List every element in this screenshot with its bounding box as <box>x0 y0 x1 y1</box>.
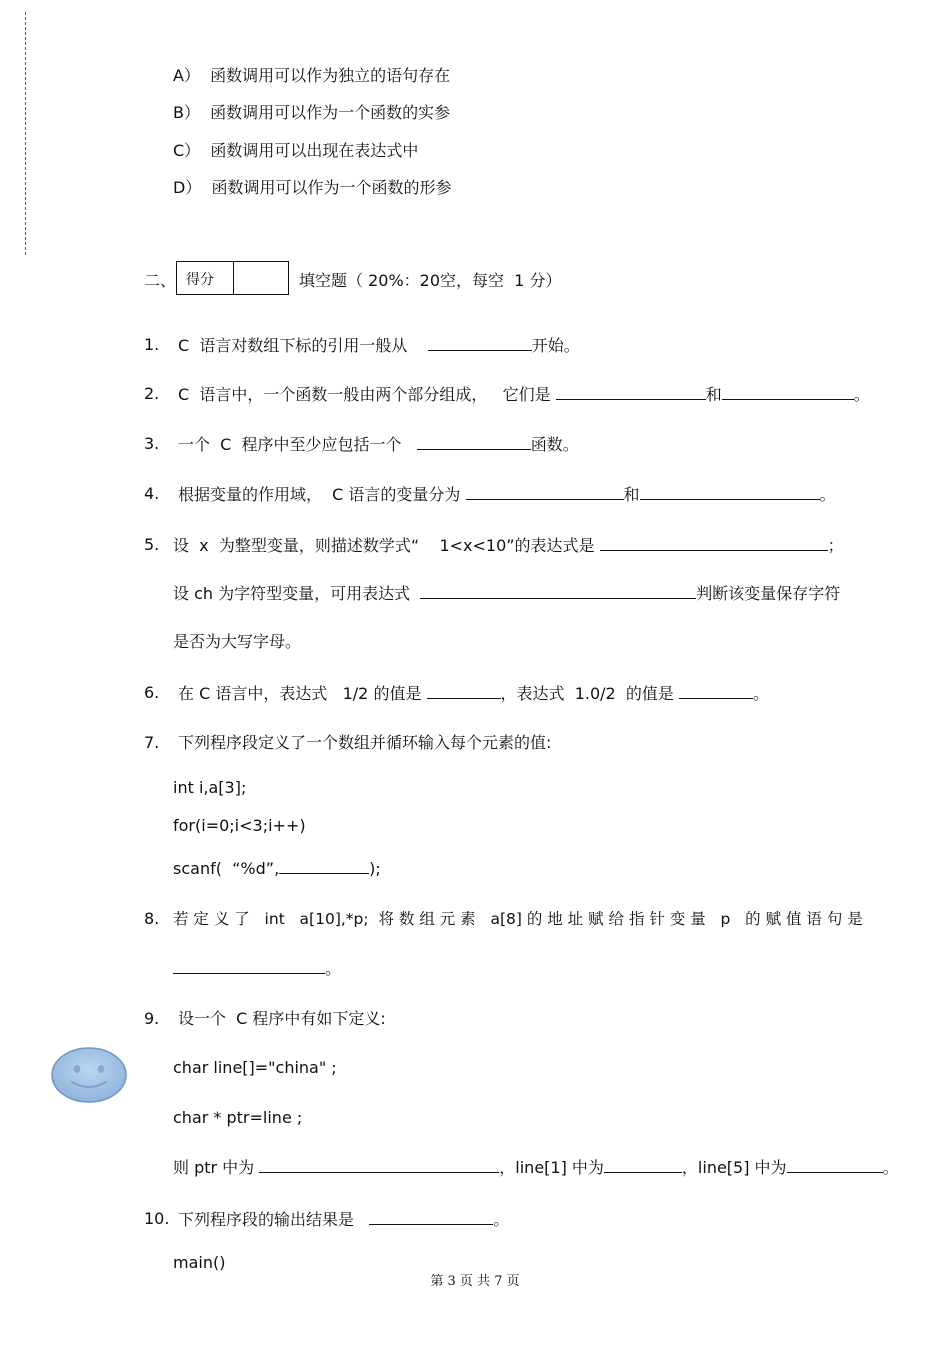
question-text: 设 x 为整型变量，则描述数学式“ 1<x<10”的表达式是 <box>173 536 595 555</box>
question-5-line-2 <box>173 583 840 604</box>
question-text: 判断该变量保存字符 <box>696 584 841 603</box>
question-8: 若 定 义 了 int a[10],*p; 将 数 组 元 素 a[8] 的 地 址 赋 给 指 针 变 量 p 的 赋 值 语 句 是 <box>173 910 863 928</box>
answer-blank[interactable] <box>173 958 325 974</box>
code-text: ); <box>369 859 381 878</box>
question-8-answer <box>173 958 341 979</box>
question-text: 。 <box>819 485 836 504</box>
question-number: 3. <box>144 434 160 453</box>
section-title: 填空题（ 20%：20空，每空 1 分） <box>299 271 562 290</box>
answer-blank[interactable] <box>428 335 532 351</box>
answer-blank[interactable] <box>640 484 820 500</box>
option-a <box>173 66 450 86</box>
question-text: ； <box>827 536 844 555</box>
score-label: 得分 <box>186 272 214 288</box>
question-text: ，line[5] 中为 <box>681 1158 787 1177</box>
code-line: char line[]="china" ; <box>173 1058 337 1077</box>
answer-blank[interactable] <box>466 484 624 500</box>
question-number: 4. <box>144 484 160 503</box>
smiley-face-icon <box>50 1047 130 1105</box>
question-1 <box>178 335 580 356</box>
answer-blank[interactable] <box>556 384 706 400</box>
option-text: 函数调用可以作为独立的语句存在 <box>210 66 451 85</box>
option-text: 函数调用可以作为一个函数的形参 <box>211 178 452 197</box>
code-line: main() <box>173 1253 226 1272</box>
score-box-divider <box>233 262 234 294</box>
code-text: scanf( “%d”, <box>173 859 280 878</box>
question-number: 1. <box>144 335 160 354</box>
option-letter: D） <box>173 178 202 197</box>
option-text: 函数调用可以出现在表达式中 <box>210 141 419 160</box>
question-7: 下列程序段定义了一个数组并循环输入每个元素的值: <box>178 733 552 752</box>
answer-blank[interactable] <box>427 683 501 699</box>
question-9-line-3 <box>173 1157 899 1178</box>
answer-blank[interactable] <box>787 1157 883 1173</box>
section-number: 二、 <box>144 271 177 290</box>
question-number: 10. <box>144 1209 170 1228</box>
answer-blank[interactable] <box>420 583 696 599</box>
question-text: 根据变量的作用域， C 语言的变量分为 <box>178 485 461 504</box>
answer-blank[interactable] <box>259 1157 499 1173</box>
score-box <box>176 261 289 295</box>
code-line: for(i=0;i<3;i++) <box>173 816 306 835</box>
question-text: 。 <box>325 959 342 978</box>
question-text: ，line[1] 中为 <box>499 1158 604 1177</box>
question-text: 。 <box>853 385 870 404</box>
question-text: 则 ptr 中为 <box>173 1158 255 1177</box>
option-b <box>173 103 450 123</box>
option-letter: A） <box>173 66 200 85</box>
question-text: 一个 C 程序中至少应包括一个 <box>178 435 402 454</box>
question-number: 7. <box>144 733 160 752</box>
answer-blank[interactable] <box>679 683 753 699</box>
question-number: 9. <box>144 1009 160 1028</box>
binding-margin-line <box>25 12 26 255</box>
answer-blank[interactable] <box>604 1157 682 1173</box>
answer-blank[interactable] <box>369 1209 493 1225</box>
question-5-line-3: 是否为大写字母。 <box>173 632 302 651</box>
question-text: 函数。 <box>530 435 579 454</box>
answer-blank[interactable] <box>722 384 854 400</box>
question-text: 下列程序段的输出结果是 <box>178 1210 355 1229</box>
option-d <box>173 178 452 198</box>
question-text: 在 C 语言中，表达式 1/2 的值是 <box>178 684 422 703</box>
question-text: 。 <box>882 1158 899 1177</box>
question-6 <box>178 683 769 704</box>
code-line: char * ptr=line ; <box>173 1108 303 1127</box>
code-line: int i,a[3]; <box>173 778 247 797</box>
question-text: 开始。 <box>531 336 580 355</box>
question-number: 2. <box>144 384 160 403</box>
question-text: 设 ch 为字符型变量，可用表达式 <box>173 584 411 603</box>
question-text: ，表达式 1.0/2 的值是 <box>500 684 674 703</box>
question-text: 和 <box>623 485 640 504</box>
question-text: 。 <box>493 1210 510 1229</box>
question-number: 5. <box>144 535 160 554</box>
option-letter: C） <box>173 141 201 160</box>
question-number: 6. <box>144 683 160 702</box>
question-9: 设一个 C 程序中有如下定义: <box>178 1009 386 1028</box>
question-text: C 语言中，一个函数一般由两个部分组成， 它们是 <box>178 385 551 404</box>
option-letter: B） <box>173 103 200 122</box>
question-text: C 语言对数组下标的引用一般从 <box>178 336 408 355</box>
option-c <box>173 141 418 161</box>
answer-blank[interactable] <box>417 434 531 450</box>
code-line <box>173 858 381 879</box>
question-text: 和 <box>705 385 722 404</box>
question-3 <box>178 434 579 455</box>
question-4 <box>178 484 836 505</box>
page-footer: 第 3 页 共 7 页 <box>430 1274 520 1289</box>
answer-blank[interactable] <box>279 858 369 874</box>
question-number: 8. <box>144 909 160 928</box>
option-text: 函数调用可以作为一个函数的实参 <box>210 103 451 122</box>
question-text: 。 <box>753 684 770 703</box>
question-2 <box>178 384 870 405</box>
question-5-line-1 <box>173 535 844 556</box>
question-10 <box>178 1209 509 1230</box>
answer-blank[interactable] <box>600 535 828 551</box>
